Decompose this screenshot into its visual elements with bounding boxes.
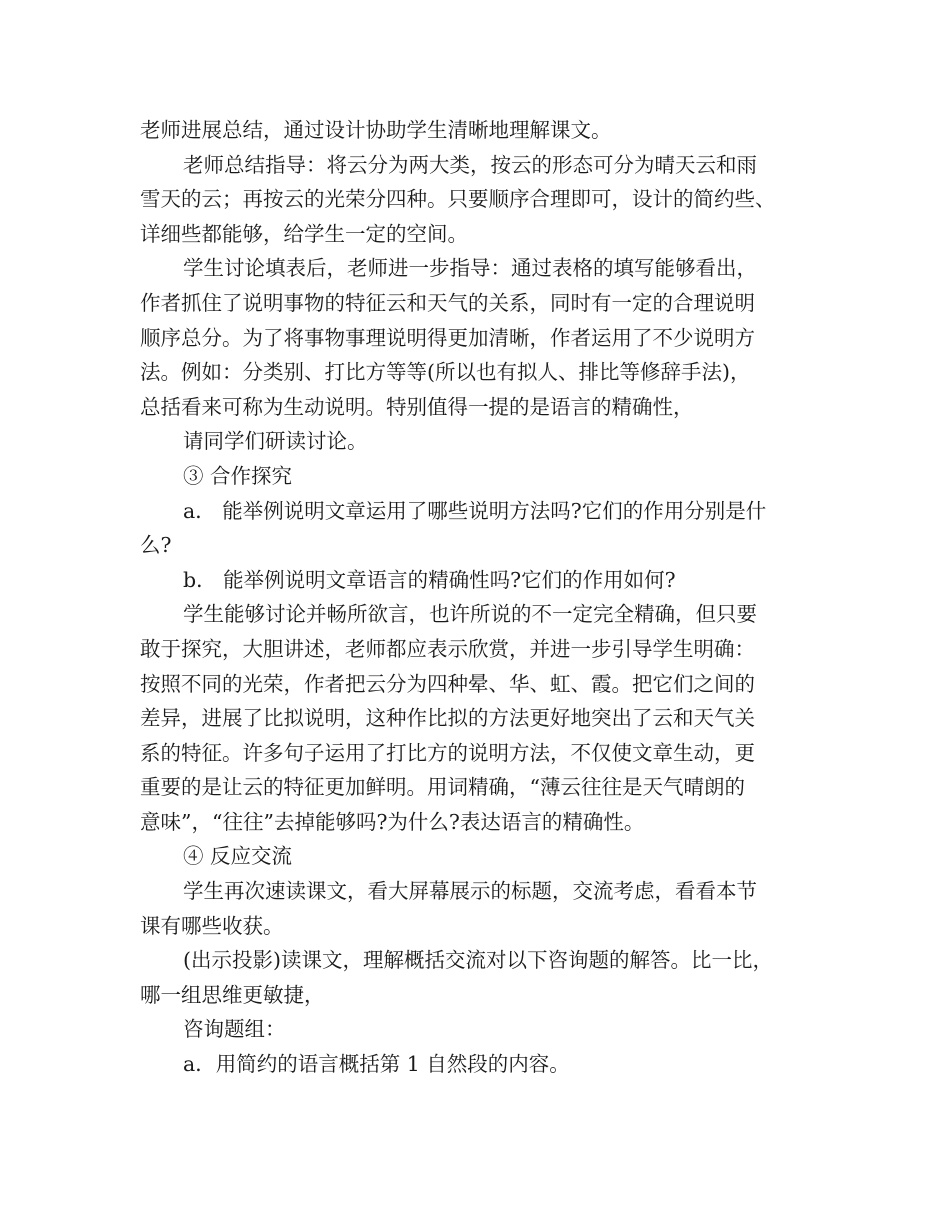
text-line: 哪一组思维更敏捷， xyxy=(140,982,325,1007)
paragraph-start-line: (出示投影)读课文，理解概括交流对以下咨询题的解答。比一比， xyxy=(183,948,773,973)
paragraph-start-line: 老师总结指导：将云分为两大类，按云的形态可分为晴天云和雨 xyxy=(183,152,757,177)
paragraph-start-line: 请同学们研读讨论。 xyxy=(183,429,368,454)
document-body xyxy=(140,113,820,1082)
text-line: 差异，进展了比拟说明，这种作比拟的方法更好地突出了云和天气关 xyxy=(140,706,755,731)
text-line: 详细些都能够，给学生一定的空间。 xyxy=(140,221,468,246)
paragraph-start-line: 学生再次速读课文，看大屏幕展示的标题，交流考虑，看看本节 xyxy=(183,879,757,904)
question-item: a． 能举例说明文章运用了哪些说明方法吗?它们的作用分别是什 xyxy=(183,498,767,523)
section-heading: ④ 反应交流 xyxy=(183,844,293,869)
text-line: 重要的是让云的特征更加鲜明。用词精确，“薄云往往是天气晴朗的 xyxy=(140,775,745,800)
text-line: 么? xyxy=(140,533,172,558)
text-line: 雪天的云；再按云的光荣分四种。只要顺序合理即可，设计的简约些、 xyxy=(140,187,776,212)
question-item: b． 能举例说明文章语言的精确性吗?它们的作用如何? xyxy=(183,567,676,592)
text-line: 意味”，“往往”去掉能够吗?为什么?表达语言的精确性。 xyxy=(140,809,645,834)
text-line: 课有哪些收获。 xyxy=(140,913,284,938)
paragraph-start-line: 学生能够讨论并畅所欲言，也许所说的不一定完全精确，但只要 xyxy=(183,602,757,627)
text-line: 老师进展总结，通过设计协助学生清晰地理解课文。 xyxy=(140,118,612,142)
text-line: 按照不同的光荣，作者把云分为四种晕、华、虹、霞。把它们之间的 xyxy=(140,671,755,696)
text-line: 系的特征。许多句子运用了打比方的说明方法，不仅使文章生动，更 xyxy=(140,740,755,765)
question-group-label: 咨询题组： xyxy=(183,1017,286,1042)
text-line: 总括看来可称为生动说明。特别值得一提的是语言的精确性， xyxy=(140,394,694,419)
text-line: 顺序总分。为了将事物事理说明得更加清晰，作者运用了不少说明方 xyxy=(140,325,755,350)
section-heading: ③ 合作探究 xyxy=(183,463,293,488)
paragraph-start-line: 学生讨论填表后，老师进一步指导：通过表格的填写能够看出， xyxy=(183,256,757,281)
text-line: 敢于探究，大胆讲述，老师都应表示欣赏，并进一步引导学生明确： xyxy=(140,636,755,661)
text-line: 法。例如：分类别、打比方等等(所以也有拟人、排比等修辞手法)， xyxy=(140,360,751,385)
text-line: 作者抓住了说明事物的特征云和天气的关系，同时有一定的合理说明 xyxy=(140,290,755,315)
question-item: a．用简约的语言概括第 1 自然段的内容。 xyxy=(183,1052,570,1077)
